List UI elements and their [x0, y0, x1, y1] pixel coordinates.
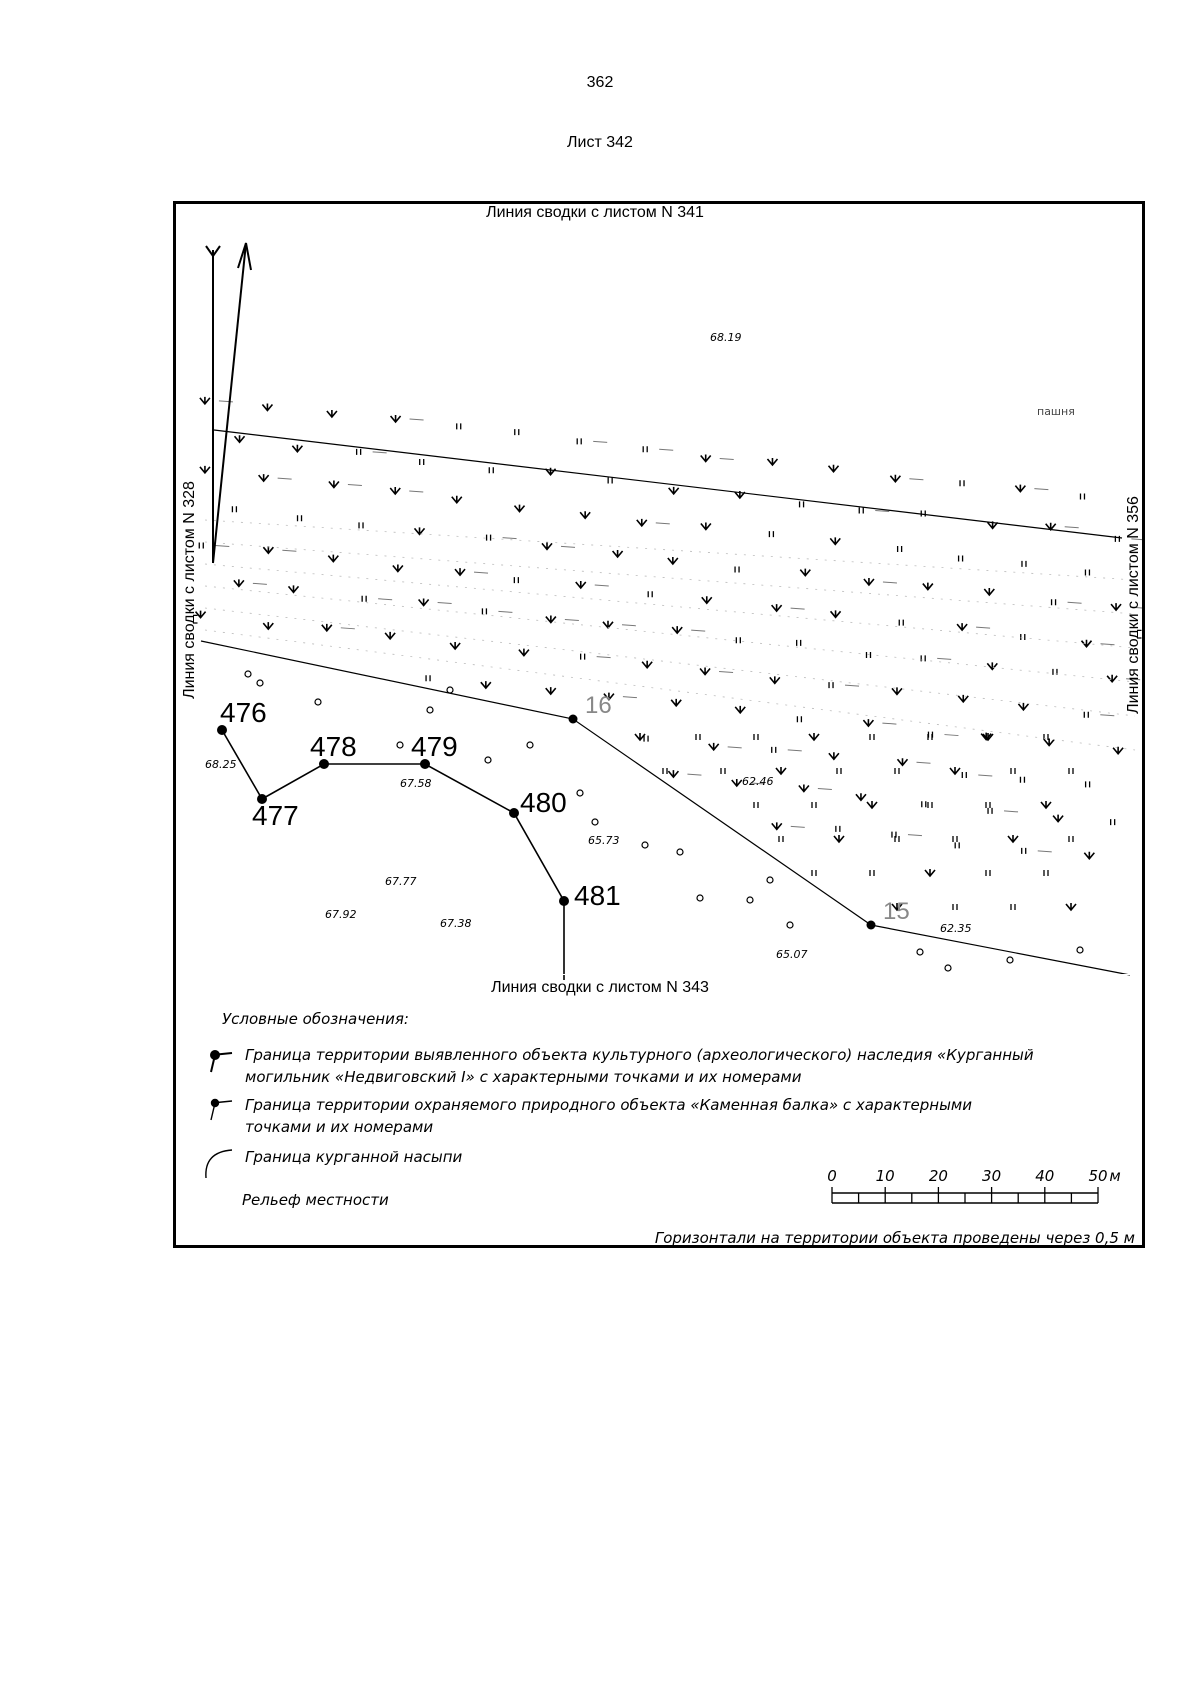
reserve-point-label: 16 [585, 692, 612, 719]
dash-mark [623, 697, 637, 698]
meadow-icon [482, 608, 486, 614]
meadow-icon [955, 842, 959, 848]
land-use-label: пашня [1037, 405, 1075, 418]
scale-label: 30 [982, 1167, 1002, 1185]
dash-mark [687, 774, 701, 775]
grass-icon [668, 557, 678, 564]
meadow-icon [643, 446, 647, 452]
meadow-icon [362, 596, 366, 602]
meadow-icon [1022, 848, 1026, 854]
grass-icon [546, 468, 556, 475]
grass-icon [1084, 852, 1094, 859]
grass-icon [864, 578, 874, 585]
dash-mark [883, 582, 897, 583]
stone-icon [767, 877, 773, 883]
grass-icon [701, 522, 711, 529]
meadow-icon [357, 449, 361, 455]
elevation-label: 68.19 [710, 331, 742, 344]
legend-reserve-line1: Граница территории охраняемого природного объекта «Каменная балка» с характерными [245, 1096, 972, 1114]
dash-mark [937, 658, 951, 659]
dash-mark [1068, 602, 1082, 603]
meadow-icon [359, 522, 363, 528]
grass-icon [709, 743, 719, 750]
elevation-label: 68.25 [205, 758, 237, 771]
scale-bar [827, 1167, 1120, 1203]
heritage-point-marker [509, 808, 519, 818]
dash-mark [976, 627, 990, 628]
dash-mark [215, 546, 229, 547]
legend [206, 1010, 1135, 1247]
stone-icon [1077, 947, 1083, 953]
stone-icon [315, 699, 321, 705]
meadow-icon [959, 555, 963, 561]
grass-icon [735, 706, 745, 713]
dash-mark [719, 672, 733, 673]
dash-mark [845, 685, 859, 686]
elevation-label: 67.77 [385, 875, 417, 888]
stone-icon [527, 742, 533, 748]
meadow-icon [1111, 819, 1115, 825]
meadow-icon [1011, 768, 1015, 774]
elevation-label: 62.35 [940, 922, 972, 935]
dash-mark [659, 449, 673, 450]
heritage-point-label: 479 [411, 731, 458, 762]
heritage-point-marker [559, 896, 569, 906]
meadow-icon [487, 535, 491, 541]
grass-icon [515, 505, 525, 512]
meadow-icon [953, 904, 957, 910]
meadow-icon [577, 438, 581, 444]
stone-icon [917, 949, 923, 955]
grass-icon [772, 604, 782, 611]
meadow-icon [1020, 777, 1024, 783]
grass-icon [259, 474, 269, 481]
stone-icon [697, 895, 703, 901]
grass-icon [958, 695, 968, 702]
elevation-label: 67.58 [400, 777, 432, 790]
meadow-icon [776, 767, 786, 774]
meadow-icon [859, 507, 863, 513]
grass-icon [391, 415, 401, 422]
grass-icon [890, 475, 900, 482]
grass-icon [393, 564, 403, 571]
dash-mark [498, 611, 512, 612]
meadow-icon [898, 546, 902, 552]
grass-icon [390, 487, 400, 494]
grass-icon [289, 585, 299, 592]
stone-icon [592, 819, 598, 825]
grass-icon [455, 568, 465, 575]
scale-unit: м [1109, 1167, 1121, 1185]
grass-icon [292, 445, 302, 452]
elevation-marks [205, 331, 972, 961]
grass-icon [1081, 640, 1091, 647]
heritage-point-label: 477 [252, 800, 299, 831]
grass-icon [1018, 703, 1028, 710]
reserve-point-marker [867, 921, 876, 930]
meadow-icon [986, 870, 990, 876]
grass-icon [957, 623, 967, 630]
mound-boundary-symbol-icon [206, 1150, 232, 1178]
meadow-icon [754, 802, 758, 808]
grass-icon [327, 410, 337, 417]
meadow-icon [1008, 835, 1018, 842]
grass-icon [732, 779, 742, 786]
meadow-icon [420, 459, 424, 465]
meadow-icon [1086, 781, 1090, 787]
elevation-label: 62.46 [742, 775, 774, 788]
grass-icon [767, 458, 777, 465]
stone-icon [945, 965, 951, 971]
meadow-icon [895, 768, 899, 774]
grass-icon [234, 579, 244, 586]
elevation-label: 67.38 [440, 917, 472, 930]
dash-mark [593, 441, 607, 442]
meadow-icon [921, 655, 925, 661]
meadow-icon [1084, 712, 1088, 718]
grass-icon [1015, 485, 1025, 492]
meadow-icon [644, 736, 648, 742]
page-number: 362 [586, 74, 614, 91]
dash-mark [944, 735, 958, 736]
heritage-point-label: 480 [520, 787, 567, 818]
grass-icon [385, 632, 395, 639]
dash-mark [561, 546, 575, 547]
grass-icon [863, 719, 873, 726]
dash-mark [348, 485, 362, 486]
dash-mark [438, 603, 452, 604]
grass-icon [576, 581, 586, 588]
grass-icon [701, 455, 711, 462]
grass-icon [672, 626, 682, 633]
grass-icon [984, 588, 994, 595]
meadow-icon [298, 515, 302, 521]
scale-label: 50 [1088, 1167, 1108, 1185]
grass-icon [263, 622, 273, 629]
meadow-icon [925, 869, 935, 876]
grass-icon [892, 687, 902, 694]
meadow-icon [1069, 768, 1073, 774]
meadow-icon [721, 768, 725, 774]
grass-icon [1044, 739, 1054, 746]
meadow-icon [1052, 599, 1056, 605]
legend-contours-note: Горизонтали на территории объекта проведены через 0,5 м [654, 1229, 1135, 1247]
legend-heritage-line2: могильник «Недвиговский I» с характерными точками и их номерами [245, 1068, 802, 1086]
legend-mound: Граница курганной насыпи [245, 1148, 463, 1166]
meadow-icon [836, 826, 840, 832]
meadow-icon [800, 501, 804, 507]
contour-line [205, 520, 1135, 580]
dash-mark [791, 608, 805, 609]
stone-icon [485, 757, 491, 763]
dash-mark [1100, 644, 1114, 645]
dash-mark [909, 479, 923, 480]
grass-icon [831, 610, 841, 617]
dash-mark [565, 620, 579, 621]
reserve-boundary [201, 430, 1130, 975]
grass-icon [772, 822, 782, 829]
meadow-icon [870, 734, 874, 740]
meadow-icon [1066, 903, 1076, 910]
grass-icon [328, 555, 338, 562]
scale-label: 20 [928, 1167, 948, 1185]
meadow-icon [834, 835, 844, 842]
dash-mark [253, 583, 267, 584]
dash-mark [278, 478, 292, 479]
contour-line [205, 564, 1135, 648]
meadow-icon [960, 480, 964, 486]
dash-mark [720, 459, 734, 460]
dash-mark [503, 538, 517, 539]
meadow-icon [1080, 494, 1084, 500]
grass-icon [830, 537, 840, 544]
stone-icon [397, 742, 403, 748]
grass-icon [829, 465, 839, 472]
contour-line [205, 586, 1135, 682]
stone-icon [1007, 957, 1013, 963]
meadow-icon [1085, 570, 1089, 576]
meadow-icon [735, 567, 739, 573]
grass-icon [702, 596, 712, 603]
dash-mark [791, 826, 805, 827]
grass-icon [799, 784, 809, 791]
meadow-icon [797, 640, 801, 646]
scale-label: 10 [875, 1167, 895, 1185]
grass-icon [700, 668, 710, 675]
grass-icon [668, 770, 678, 777]
meadow-icon [988, 808, 992, 814]
dash-mark [1004, 811, 1018, 812]
match-line-bottom: Линия сводки с листом N 343 [491, 979, 709, 996]
dash-mark [373, 452, 387, 453]
meadow-icon [514, 577, 518, 583]
grass-icon [200, 466, 210, 473]
meadow-icon [895, 836, 899, 842]
stone-icon [642, 842, 648, 848]
meadow-icon [1022, 561, 1026, 567]
legend-title: Условные обозначения: [222, 1010, 409, 1028]
meadow-icon [837, 768, 841, 774]
scale-label: 40 [1035, 1167, 1055, 1185]
heritage-point-label: 481 [574, 880, 621, 911]
reserve-point-marker [569, 715, 578, 724]
dash-mark [1065, 527, 1079, 528]
meadow-icon [608, 477, 612, 483]
grass-icon [542, 542, 552, 549]
meadow-icon [1041, 801, 1051, 808]
meadow-icon [663, 768, 667, 774]
grass-icon [987, 662, 997, 669]
dash-mark [378, 599, 392, 600]
grass-icon [897, 758, 907, 765]
match-line-left: Линия сводки с листом N 328 [181, 481, 198, 699]
meadow-icon [809, 733, 819, 740]
meadow-icon [829, 682, 833, 688]
dash-mark [597, 657, 611, 658]
grass-icon [200, 397, 210, 404]
meadow-icon [581, 654, 585, 660]
grass-icon [452, 496, 462, 503]
match-line-top: Линия сводки с листом N 341 [486, 204, 704, 221]
grass-icon [642, 661, 652, 668]
grass-icon [671, 699, 681, 706]
dash-mark [908, 835, 922, 836]
grass-icon [1107, 675, 1117, 682]
dash-mark [916, 762, 930, 763]
stone-icon [677, 849, 683, 855]
meadow-icon [953, 836, 957, 842]
grass-icon [613, 550, 623, 557]
meadow-icon [870, 870, 874, 876]
grass-icon [1113, 747, 1123, 754]
north-arrow-icon [206, 243, 251, 563]
meadow-icon [736, 637, 740, 643]
grass-icon [546, 687, 556, 694]
elevation-label: 65.07 [776, 948, 808, 961]
dash-mark [410, 419, 424, 420]
dash-mark [282, 550, 296, 551]
meadow-icon [457, 423, 461, 429]
contour-line [205, 608, 1135, 716]
stone-icon [747, 897, 753, 903]
meadow-icon [866, 652, 870, 658]
contour-line [205, 542, 1135, 614]
heritage-boundary-symbol-icon [211, 1051, 232, 1072]
meadow-icon [648, 591, 652, 597]
meadow-icon [772, 747, 776, 753]
dash-mark [788, 750, 802, 751]
dash-mark [595, 585, 609, 586]
scale-label: 0 [827, 1167, 837, 1185]
meadow-icon [928, 734, 932, 740]
meadow-icon [899, 620, 903, 626]
grass-icon [450, 642, 460, 649]
grass-icon [419, 599, 429, 606]
sheet-title: Лист 342 [567, 134, 633, 151]
elevation-label: 67.92 [325, 908, 357, 921]
meadow-icon [950, 767, 960, 774]
grass-icon [329, 481, 339, 488]
dash-mark [1100, 715, 1114, 716]
heritage-point-label: 478 [310, 731, 357, 762]
heritage-point-label: 476 [220, 697, 267, 728]
meadow-icon [696, 734, 700, 740]
grass-icon [856, 793, 866, 800]
legend-reserve-line2: точками и их номерами [245, 1118, 434, 1136]
dash-mark [622, 625, 636, 626]
grass-icon [262, 403, 272, 410]
heritage-boundary [222, 730, 564, 980]
grass-icon [322, 624, 332, 631]
heritage-points [217, 697, 621, 911]
dash-mark [728, 747, 742, 748]
meadow-icon [812, 802, 816, 808]
dash-mark [1038, 851, 1052, 852]
dash-mark [818, 788, 832, 789]
grass-icon [235, 435, 245, 442]
grass-icon [800, 569, 810, 576]
meadow-icon [922, 801, 926, 807]
meadow-icon [962, 772, 966, 778]
meadow-icon [779, 836, 783, 842]
grass-icon [923, 583, 933, 590]
grass-icon [481, 681, 491, 688]
meadow-icon [1044, 870, 1048, 876]
match-line-right: Линия сводки с листом N 356 [1125, 496, 1142, 714]
grass-icon [1053, 815, 1063, 822]
reserve-boundary-symbol-icon [211, 1100, 232, 1121]
meadow-icon [754, 734, 758, 740]
stone-icon [447, 687, 453, 693]
dash-mark [691, 630, 705, 631]
stone-icon [577, 790, 583, 796]
meadow-icon [986, 802, 990, 808]
dash-mark [882, 723, 896, 724]
grass-icon [829, 752, 839, 759]
dash-mark [341, 628, 355, 629]
legend-relief: Рельеф местности [242, 1191, 389, 1209]
grass-icon [580, 511, 590, 518]
legend-heritage-line1: Граница территории выявленного объекта культурного (археологического) наследия «Курганный [245, 1046, 1034, 1064]
dash-mark [219, 401, 233, 402]
meadow-icon [797, 716, 801, 722]
grass-icon [546, 616, 556, 623]
meadow-icon [769, 531, 773, 537]
grass-icon [415, 527, 425, 534]
grass-icon [637, 519, 647, 526]
meadow-icon [812, 870, 816, 876]
dash-mark [409, 491, 423, 492]
grass-icon [603, 621, 613, 628]
terrain-layer [196, 397, 1146, 971]
stone-icon [257, 680, 263, 686]
reserve-point-label: 15 [883, 898, 910, 925]
meadow-icon [921, 510, 925, 516]
dash-mark [656, 523, 670, 524]
dash-mark [978, 775, 992, 776]
meadow-icon [1044, 734, 1048, 740]
grass-icon [519, 649, 529, 656]
dash-mark [474, 572, 488, 573]
meadow-icon [1069, 836, 1073, 842]
grass-icon [669, 487, 679, 494]
meadow-icon [426, 675, 430, 681]
stone-icon [427, 707, 433, 713]
meadow-icon [199, 543, 203, 549]
stone-icon [787, 922, 793, 928]
stone-icon [245, 671, 251, 677]
dash-mark [1034, 489, 1048, 490]
meadow-icon [1021, 634, 1025, 640]
elevation-label: 65.73 [588, 834, 620, 847]
meadow-icon [515, 429, 519, 435]
meadow-icon [867, 801, 877, 808]
meadow-icon [489, 467, 493, 473]
grass-icon [1111, 603, 1121, 610]
grass-icon [770, 676, 780, 683]
meadow-icon [232, 506, 236, 512]
meadow-icon [1011, 904, 1015, 910]
meadow-icon [928, 802, 932, 808]
